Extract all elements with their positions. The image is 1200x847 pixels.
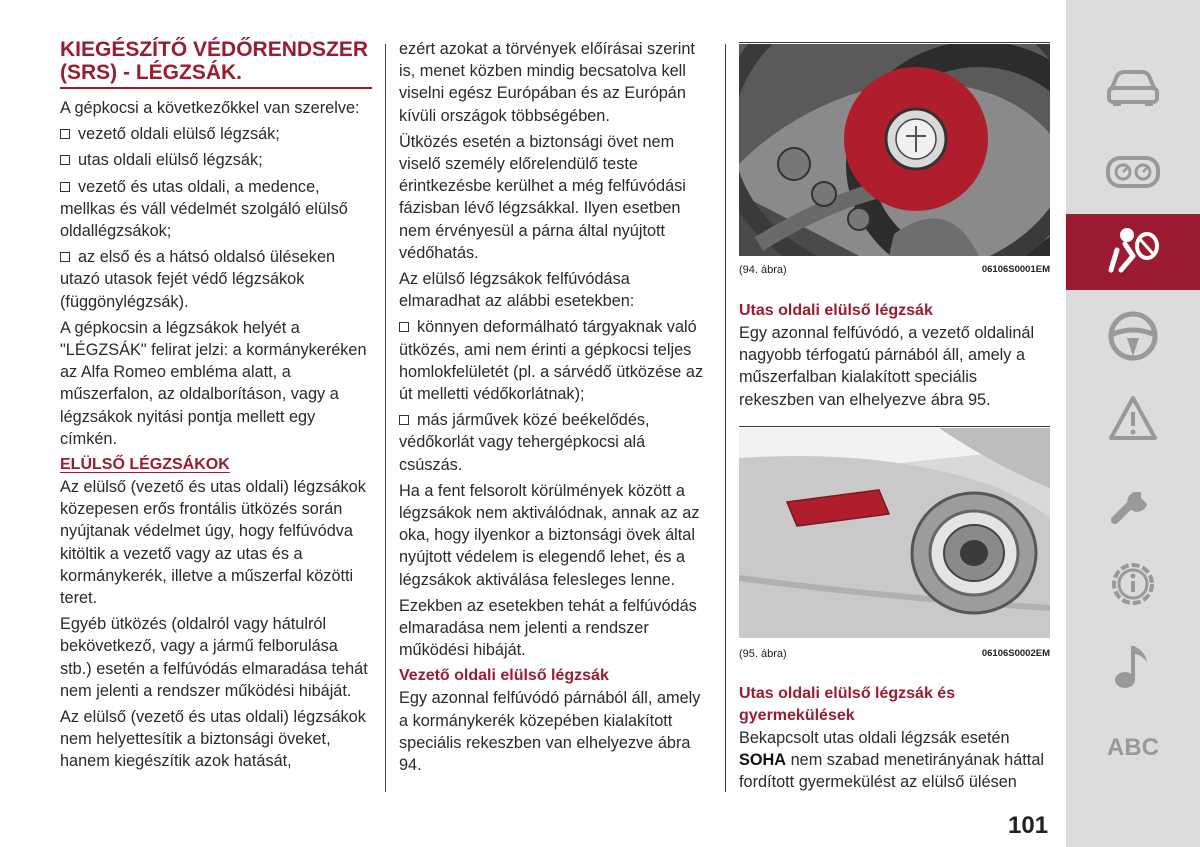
checkbox-bullet-icon [60,252,70,262]
sidebar-item-driving[interactable] [1066,300,1200,372]
subsection-title: Vezető oldali elülső légzsák [399,667,609,685]
airbag-icon [1103,226,1163,278]
column-divider [725,44,726,792]
column-1 [60,38,372,777]
paragraph: Egy azonnal felfúvódó, a vezető oldalinál nagyobb térfogatú párnából áll, amely a műszerfalban kialakított speciális rekeszben van elhelyezve ábra 95. [739,324,1035,409]
equipment-list [60,123,372,313]
column-3-text-b [739,683,1051,798]
figure-top-rule [739,426,1050,427]
sidebar-item-index[interactable] [1066,712,1200,784]
subsection-title: Utas oldali elülső légzsák [739,302,933,319]
paragraph: Ütközés esetén a biztonsági övet nem viselő személy előrelendülő teste érintkezésbe kerülhet a még felfúvódási fázisban lévő légzsákkal. Ilyen esetben nem érvényesül a párna által nyújtott védőhatás. [399,132,686,262]
paragraph: A gépkocsin a légzsákok helyét a "LÉGZSÁK" felirat jelzi: a kormánykeréken az Alfa Romeo embléma alatt, a műszerfalon, az oldalborításon, vagy a légzsákok nyitási pontja mellett egy címkén. [60,318,367,448]
list-item: más járművek közé beékelődés, védőkorlát vagy tehergépkocsi alá csúszás. [399,411,650,474]
page-number: 101 [1008,812,1049,839]
sidebar-item-maintenance[interactable] [1066,466,1200,538]
list-item: vezető és utas oldali, a medence, mellkas és váll védelmét szolgáló elülső oldallégzsákok; [60,177,348,241]
checkbox-bullet-icon [399,322,409,332]
page-title: KIEGÉSZÍTŐ VÉDŐRENDSZER (SRS) - LÉGZSÁK. [60,38,372,89]
music-icon [1111,640,1155,692]
paragraph: Bekapcsolt utas oldali légzsák esetén SOHA nem szabad menetirányának háttal fordított gyermekülést az elülső ülésen [739,729,1044,792]
paragraph: Az elülső (vezető és utas oldali) légzsákok közepesen erős frontális ütközés során nyújtanak védelmet úgy, hogy felfúvódva kitöltik a vezető vagy az utas és a kormánykerék, illetve a műszerfal közötti teret. [60,478,366,608]
paragraph: Ezekben az esetekben tehát a felfúvódás elmaradása nem jelenti a rendszer működési hibáját. [399,596,697,660]
paragraph: Egy azonnal felfúvódó párnából áll, amely a kormánykerék közepében kialakított speciális rekeszben van elhelyezve ábra 94. [399,689,701,775]
figure-code: 06106S0002EM [981,648,1050,659]
sidebar-item-multimedia[interactable] [1066,630,1200,702]
checkbox-bullet-icon [60,182,70,192]
checkbox-bullet-icon [399,415,409,425]
section-title: ELÜLSŐ LÉGZSÁKOK [60,456,230,474]
warning-icon [1107,394,1159,442]
subsection-title: Utas oldali elülső légzsák és gyermekülések [739,685,956,724]
paragraph: ezért azokat a törvények előírásai szerint is, menet közben mindig becsatolva kell viselni egész Európában és az Európán kívüli országok többségében. [399,40,695,125]
sidebar-item-safety[interactable] [1066,214,1200,290]
list-item: az első és a hátsó oldalsó üléseken utazó utasok fejét védő légzsákok (függönylégzsák). [60,248,336,311]
column-3-text-a [739,300,1051,415]
wrench-icon [1107,476,1159,528]
figure-95-passenger-airbag [739,428,1050,638]
paragraph: Egyéb ütközés (oldalról vagy hátulról bekövetkező, vagy a jármű felborulása stb.) esetén a felfúvódás elmaradása tehát nem jelenti a rendszer működési hibáját. [60,615,368,700]
emphasis-text: SOHA [739,751,787,770]
info-gear-icon [1107,558,1159,610]
intro-text: A gépkocsi a következőkkel van szerelve: [60,99,360,117]
paragraph: Ha a fent felsorolt körülmények között a légzsákok nem aktiválódnak, annak az az oka, hogy ilyenkor a biztonsági övek által nyújtott védelem is elegendő lehet, és a légzsákok aktiválása felesleges lenne. [399,481,700,589]
sidebar-item-technical-data[interactable] [1066,548,1200,620]
paragraph: Az elülső légzsákok felfúvódása elmaradhat az alábbi esetekben: [399,270,635,311]
paragraph: Az elülső (vezető és utas oldali) légzsákok nem helyettesítik a biztonsági öveket, hanem kiegészítik azok hatását, [60,708,366,771]
checkbox-bullet-icon [60,129,70,139]
figure-top-rule [739,42,1050,43]
column-divider [385,44,386,792]
figure-95-caption: (95. ábra) 06106S0002EM [739,648,1050,660]
list-item: könnyen deformálható tárgyaknak való ütközés, ami nem érinti a gépkocsi teljes homlokfelületét (pl. a sárvédő ütközése az út melletti védőkorlátnak); [399,318,704,404]
sidebar-item-warnings[interactable] [1066,382,1200,454]
list-item: utas oldali elülső légzsák; [60,149,372,171]
column-2 [399,38,711,780]
figure-94-caption: (94. ábra) 06106S0001EM [739,264,1050,276]
car-icon [1105,68,1161,108]
abc-index-label: ABC [1107,734,1159,761]
list-item: vezető oldali elülső légzsák; [60,123,372,145]
figure-code: 06106S0001EM [981,264,1050,275]
checkbox-bullet-icon [60,155,70,165]
sidebar-item-car[interactable] [1066,52,1200,124]
chapter-sidebar [1066,0,1200,847]
dashboard-icon [1105,152,1161,192]
sidebar-item-dashboard[interactable] [1066,136,1200,208]
figure-94-steering-airbag [739,44,1050,256]
steering-wheel-icon [1107,310,1159,362]
